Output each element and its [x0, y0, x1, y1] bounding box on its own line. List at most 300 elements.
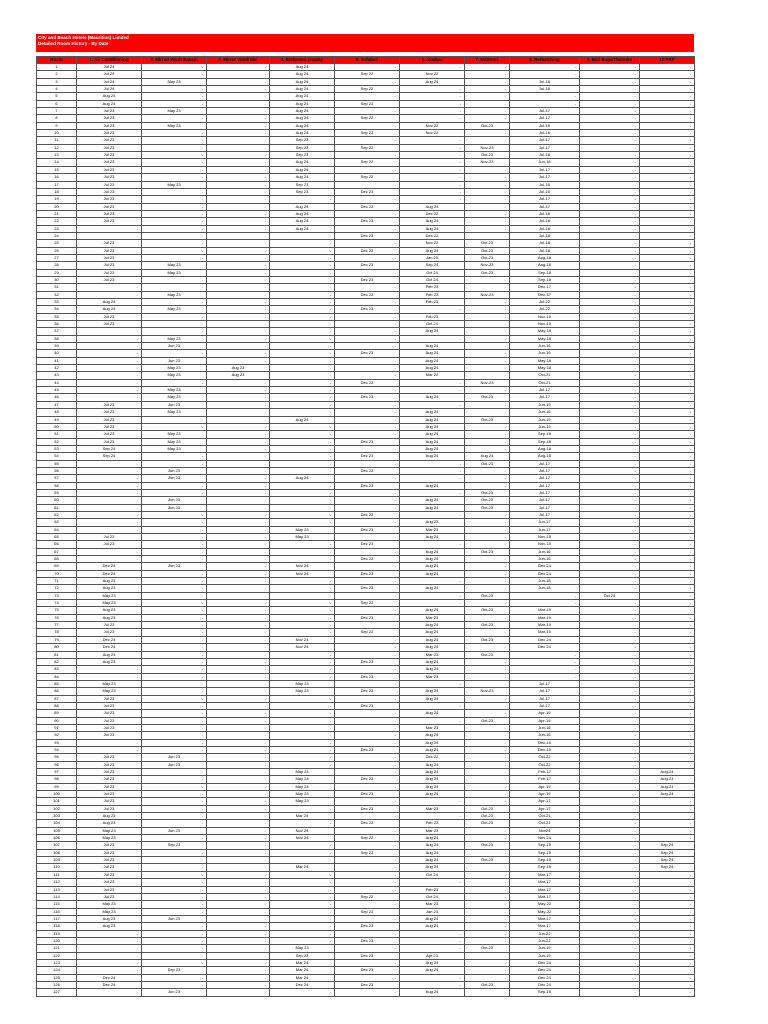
history-cell: - — [400, 137, 465, 144]
history-cell: - — [465, 467, 510, 474]
history-cell: Jun 23 — [142, 754, 207, 761]
history-cell: - — [207, 746, 270, 753]
history-cell: - — [580, 937, 640, 944]
history-cell: May 23 — [142, 269, 207, 276]
room-number-cell: 46 — [37, 394, 77, 401]
history-cell: Dec 23 — [335, 791, 400, 798]
history-cell: - — [335, 497, 400, 504]
history-cell: Oct-23 — [465, 651, 510, 658]
history-cell: - — [465, 423, 510, 430]
history-cell: - — [580, 78, 640, 85]
history-cell: - — [335, 644, 400, 651]
history-cell: - — [270, 431, 335, 438]
table-row — [37, 629, 695, 636]
room-number-cell: 48 — [37, 409, 77, 416]
history-cell: - — [465, 769, 510, 776]
history-cell: - — [640, 563, 695, 570]
history-cell: Jul 23 — [77, 196, 142, 203]
table-row — [37, 416, 695, 423]
history-cell: Aug 24 — [270, 78, 335, 85]
table-row — [37, 761, 695, 768]
history-cell: - — [207, 651, 270, 658]
history-cell: Apr 23 — [400, 952, 465, 959]
table-row — [37, 210, 695, 217]
history-cell: Nov-23 — [465, 688, 510, 695]
history-cell: - — [580, 688, 640, 695]
history-cell: Aug 24 — [400, 247, 465, 254]
room-number-cell: 122 — [37, 952, 77, 959]
history-cell: - — [465, 915, 510, 922]
history-cell: - — [640, 805, 695, 812]
history-cell: - — [77, 225, 142, 232]
history-cell: Aug 23 — [207, 372, 270, 379]
history-cell: May-19 — [510, 328, 580, 335]
history-cell: - — [142, 673, 207, 680]
room-number-cell: 27 — [37, 254, 77, 261]
history-cell: - — [640, 945, 695, 952]
history-cell: - — [580, 254, 640, 261]
table-row — [37, 585, 695, 592]
history-cell: - — [207, 989, 270, 996]
history-cell: - — [77, 387, 142, 394]
history-cell: - — [400, 475, 465, 482]
room-number-cell: 24 — [37, 232, 77, 239]
history-cell: - — [142, 93, 207, 100]
history-cell: Feb 23 — [400, 313, 465, 320]
history-cell: Aug 24 — [400, 835, 465, 842]
history-cell: - — [640, 269, 695, 276]
history-cell: Aug 24 — [400, 438, 465, 445]
column-header: 2. Mirror/ Wash Bassin — [142, 57, 207, 64]
history-cell: Mar 23 — [400, 805, 465, 812]
history-cell: Mar-17 — [510, 871, 580, 878]
history-cell: - — [335, 769, 400, 776]
history-cell: - — [335, 181, 400, 188]
history-cell: - — [270, 306, 335, 313]
room-number-cell: 39 — [37, 343, 77, 350]
history-cell: - — [465, 328, 510, 335]
history-cell: Aug-18 — [510, 453, 580, 460]
table-row — [37, 291, 695, 298]
history-cell: - — [640, 247, 695, 254]
room-number-cell: 8 — [37, 115, 77, 122]
history-cell: - — [640, 636, 695, 643]
room-number-cell: 4 — [37, 86, 77, 93]
history-cell: - — [580, 967, 640, 974]
history-cell: - — [207, 144, 270, 151]
history-cell: - — [142, 783, 207, 790]
history-cell: - — [580, 453, 640, 460]
room-number-cell: 28 — [37, 262, 77, 269]
room-number-cell: 125 — [37, 974, 77, 981]
history-cell: Dec 24 — [510, 570, 580, 577]
history-cell: Aug 24 — [270, 174, 335, 181]
room-number-cell: 77 — [37, 622, 77, 629]
table-row — [37, 423, 695, 430]
table-row — [37, 724, 695, 731]
history-cell: - — [580, 394, 640, 401]
history-cell: May 23 — [77, 908, 142, 915]
history-cell: - — [465, 350, 510, 357]
table-row — [37, 791, 695, 798]
history-cell: Dec 24 — [270, 981, 335, 988]
history-cell: - — [270, 761, 335, 768]
history-cell: Jul-16 — [510, 130, 580, 137]
table-row — [37, 600, 695, 607]
history-cell: Aug 24 — [77, 100, 142, 107]
history-cell: - — [335, 93, 400, 100]
history-cell: Mar 23 — [400, 901, 465, 908]
history-cell: Dec 23 — [335, 394, 400, 401]
history-cell: - — [640, 100, 695, 107]
history-cell: - — [207, 431, 270, 438]
history-cell: Jul-16 — [510, 122, 580, 129]
history-cell: Mar-17 — [510, 923, 580, 930]
history-cell: Jul 24 — [77, 64, 142, 71]
history-cell: Aug 24 — [400, 453, 465, 460]
history-cell: Aug 24 — [400, 644, 465, 651]
history-cell: Sep-18 — [510, 269, 580, 276]
history-cell: - — [77, 666, 142, 673]
history-cell: - — [270, 842, 335, 849]
history-cell: - — [580, 526, 640, 533]
report-title: Detailed Room History - By Date — [38, 41, 109, 46]
history-cell: - — [465, 967, 510, 974]
history-cell: - — [640, 879, 695, 886]
history-cell: - — [207, 71, 270, 78]
history-cell: - — [580, 489, 640, 496]
history-cell: - — [580, 666, 640, 673]
history-cell: - — [335, 504, 400, 511]
history-cell: - — [465, 886, 510, 893]
history-cell: Aug 24 — [400, 769, 465, 776]
history-cell: - — [77, 746, 142, 753]
history-cell: - — [465, 86, 510, 93]
history-cell: - — [207, 710, 270, 717]
history-cell: Aug 24 — [400, 350, 465, 357]
history-cell: - — [335, 343, 400, 350]
room-number-cell: 94 — [37, 746, 77, 753]
history-cell: - — [580, 761, 640, 768]
table-row — [37, 937, 695, 944]
history-cell: - — [142, 769, 207, 776]
history-cell: - — [400, 196, 465, 203]
history-cell: - — [640, 181, 695, 188]
table-row — [37, 769, 695, 776]
history-cell: - — [270, 702, 335, 709]
history-cell: - — [580, 769, 640, 776]
history-cell: - — [142, 857, 207, 864]
history-cell: Sep 23 — [270, 952, 335, 959]
history-cell: - — [465, 908, 510, 915]
history-cell: - — [465, 64, 510, 71]
history-cell: - — [335, 827, 400, 834]
history-cell: - — [77, 291, 142, 298]
history-cell: - — [640, 240, 695, 247]
history-cell: - — [335, 974, 400, 981]
history-cell: - — [640, 254, 695, 261]
history-cell: - — [335, 445, 400, 452]
history-cell: - — [207, 886, 270, 893]
room-number-cell: 16 — [37, 174, 77, 181]
history-cell: - — [465, 871, 510, 878]
history-cell: - — [335, 622, 400, 629]
history-cell: - — [207, 636, 270, 643]
history-cell: - — [465, 372, 510, 379]
history-cell: - — [207, 974, 270, 981]
history-cell: Aug 24 — [270, 86, 335, 93]
room-number-cell: 29 — [37, 269, 77, 276]
history-cell: May-19 — [510, 335, 580, 342]
history-cell: Jul 23 — [77, 159, 142, 166]
room-number-cell: 63 — [37, 519, 77, 526]
history-cell: Jul 23 — [77, 864, 142, 871]
table-row — [37, 196, 695, 203]
table-row — [37, 276, 695, 283]
history-cell: - — [640, 526, 695, 533]
history-cell: - — [640, 666, 695, 673]
history-cell: - — [335, 489, 400, 496]
history-cell: - — [335, 284, 400, 291]
history-cell: - — [580, 614, 640, 621]
history-cell: - — [465, 181, 510, 188]
table-row — [37, 306, 695, 313]
history-cell: - — [207, 805, 270, 812]
history-cell: - — [207, 732, 270, 739]
history-cell: - — [270, 820, 335, 827]
history-cell: - — [270, 717, 335, 724]
history-cell: - — [640, 673, 695, 680]
history-cell: Jul 23 — [77, 269, 142, 276]
history-cell: Aug 24 — [400, 445, 465, 452]
history-cell: - — [270, 930, 335, 937]
history-cell: - — [400, 174, 465, 181]
history-cell: Dec 24 — [77, 644, 142, 651]
history-cell: - — [270, 357, 335, 364]
history-cell: - — [580, 989, 640, 996]
history-cell: - — [580, 842, 640, 849]
history-cell: - — [510, 673, 580, 680]
column-header: 5. Sofabed — [335, 57, 400, 64]
history-cell: Aug 24 — [400, 409, 465, 416]
history-cell: Aug 24 — [400, 357, 465, 364]
history-cell: - — [335, 357, 400, 364]
history-cell: - — [640, 534, 695, 541]
table-row — [37, 717, 695, 724]
history-cell: - — [207, 115, 270, 122]
history-cell: - — [400, 489, 465, 496]
history-cell: Jul 23 — [77, 130, 142, 137]
history-cell: - — [335, 592, 400, 599]
table-row — [37, 100, 695, 107]
room-number-cell: 92 — [37, 732, 77, 739]
history-cell: - — [77, 739, 142, 746]
table-row — [37, 93, 695, 100]
history-cell: Dec-15 — [510, 739, 580, 746]
table-row — [37, 739, 695, 746]
room-number-cell: 23 — [37, 225, 77, 232]
history-cell: Aug 24 — [400, 504, 465, 511]
history-cell: Jul-17 — [510, 680, 580, 687]
history-cell: - — [580, 276, 640, 283]
history-cell: Oct 24 — [580, 592, 640, 599]
history-cell: - — [465, 225, 510, 232]
history-cell: Oct-23 — [465, 497, 510, 504]
history-cell: - — [580, 901, 640, 908]
history-cell: - — [640, 394, 695, 401]
history-cell: Aug-18 — [510, 254, 580, 261]
history-cell: - — [335, 372, 400, 379]
history-cell: - — [640, 739, 695, 746]
history-cell: - — [207, 541, 270, 548]
history-cell: - — [640, 519, 695, 526]
history-cell: Jun 23 — [142, 504, 207, 511]
history-cell: - — [465, 276, 510, 283]
table-row — [37, 930, 695, 937]
history-cell: - — [335, 930, 400, 937]
history-cell: Jul 23 — [77, 534, 142, 541]
history-cell: Jul 23 — [77, 849, 142, 856]
history-cell: Nov-15 — [510, 541, 580, 548]
history-cell: Jul-17 — [510, 497, 580, 504]
table-row — [37, 622, 695, 629]
history-cell: Mar 24 — [270, 959, 335, 966]
history-cell: Nov 22 — [400, 71, 465, 78]
room-number-cell: 114 — [37, 893, 77, 900]
history-cell: Sep 22 — [335, 600, 400, 607]
history-cell: - — [270, 489, 335, 496]
history-cell: - — [580, 467, 640, 474]
history-cell: - — [142, 739, 207, 746]
history-cell: - — [640, 379, 695, 386]
room-number-cell: 81 — [37, 651, 77, 658]
history-cell: Nov-15 — [510, 321, 580, 328]
history-cell: - — [465, 232, 510, 239]
history-cell: - — [465, 673, 510, 680]
history-cell: - — [335, 636, 400, 643]
history-cell: Jul-16 — [510, 188, 580, 195]
history-cell: - — [640, 71, 695, 78]
history-cell: - — [580, 754, 640, 761]
history-cell: - — [207, 299, 270, 306]
table-row — [37, 467, 695, 474]
history-cell: Feb-17 — [510, 769, 580, 776]
room-number-cell: 13 — [37, 152, 77, 159]
history-cell: - — [580, 791, 640, 798]
history-cell: - — [640, 923, 695, 930]
room-number-cell: 84 — [37, 673, 77, 680]
history-cell: - — [580, 783, 640, 790]
table-row — [37, 240, 695, 247]
history-cell: - — [270, 724, 335, 731]
table-row — [37, 879, 695, 886]
history-cell: - — [335, 225, 400, 232]
history-cell: Aug 24 — [400, 585, 465, 592]
history-cell: May 23 — [270, 798, 335, 805]
history-cell: - — [142, 299, 207, 306]
history-cell: - — [580, 871, 640, 878]
history-cell: - — [400, 592, 465, 599]
history-cell: Aug 23 — [77, 658, 142, 665]
history-cell: Aug 24 — [270, 416, 335, 423]
history-cell: - — [580, 732, 640, 739]
table-row — [37, 387, 695, 394]
history-cell: Dec 23 — [335, 453, 400, 460]
table-row — [37, 203, 695, 210]
history-cell: Aug 24 — [400, 791, 465, 798]
room-number-cell: 66 — [37, 541, 77, 548]
history-cell: - — [207, 482, 270, 489]
history-cell: Jul-17 — [510, 166, 580, 173]
history-cell: Aug 23 — [400, 519, 465, 526]
history-cell: - — [580, 181, 640, 188]
history-cell: Jul 23 — [77, 438, 142, 445]
history-cell: - — [400, 981, 465, 988]
history-cell: Aug 24 — [400, 563, 465, 570]
history-cell: Dec 23 — [335, 188, 400, 195]
history-cell: - — [270, 276, 335, 283]
history-cell: Oct-23 — [465, 254, 510, 261]
history-cell: Jul-18 — [510, 240, 580, 247]
table-row — [37, 636, 695, 643]
history-cell: - — [465, 284, 510, 291]
history-cell: - — [580, 86, 640, 93]
history-cell: - — [207, 915, 270, 922]
room-number-cell: 58 — [37, 482, 77, 489]
history-cell: - — [580, 335, 640, 342]
history-cell: Jul 23 — [77, 144, 142, 151]
history-cell: Jul 23 — [77, 254, 142, 261]
column-header: 9. Bed Bugs/Thermite — [580, 57, 640, 64]
history-cell: - — [640, 732, 695, 739]
history-cell: - — [335, 64, 400, 71]
history-cell: - — [580, 923, 640, 930]
history-cell: - — [640, 717, 695, 724]
table-body — [37, 64, 695, 997]
history-cell: - — [207, 871, 270, 878]
history-cell: - — [510, 64, 580, 71]
table-row — [37, 746, 695, 753]
history-cell: - — [270, 467, 335, 474]
history-cell: Jun 23 — [142, 343, 207, 350]
history-cell: Nov 22 — [400, 130, 465, 137]
table-row — [37, 614, 695, 621]
history-cell: - — [207, 791, 270, 798]
history-cell: - — [580, 849, 640, 856]
history-cell: Mar 23 — [400, 673, 465, 680]
history-cell: Jul-17 — [510, 460, 580, 467]
history-cell: - — [270, 372, 335, 379]
history-cell: - — [465, 761, 510, 768]
history-cell: - — [142, 959, 207, 966]
history-cell: - — [142, 614, 207, 621]
history-cell: - — [142, 952, 207, 959]
history-cell: Dec 23 — [335, 776, 400, 783]
history-cell: Dec 23 — [335, 350, 400, 357]
history-cell: - — [400, 680, 465, 687]
table-row — [37, 453, 695, 460]
room-number-cell: 44 — [37, 379, 77, 386]
history-cell: - — [640, 387, 695, 394]
room-number-cell: 22 — [37, 218, 77, 225]
history-cell: - — [207, 519, 270, 526]
history-cell: - — [580, 798, 640, 805]
history-cell: - — [335, 607, 400, 614]
history-cell: Mar-17 — [510, 879, 580, 886]
history-cell: - — [77, 519, 142, 526]
history-cell: - — [580, 724, 640, 731]
room-number-cell: 93 — [37, 739, 77, 746]
